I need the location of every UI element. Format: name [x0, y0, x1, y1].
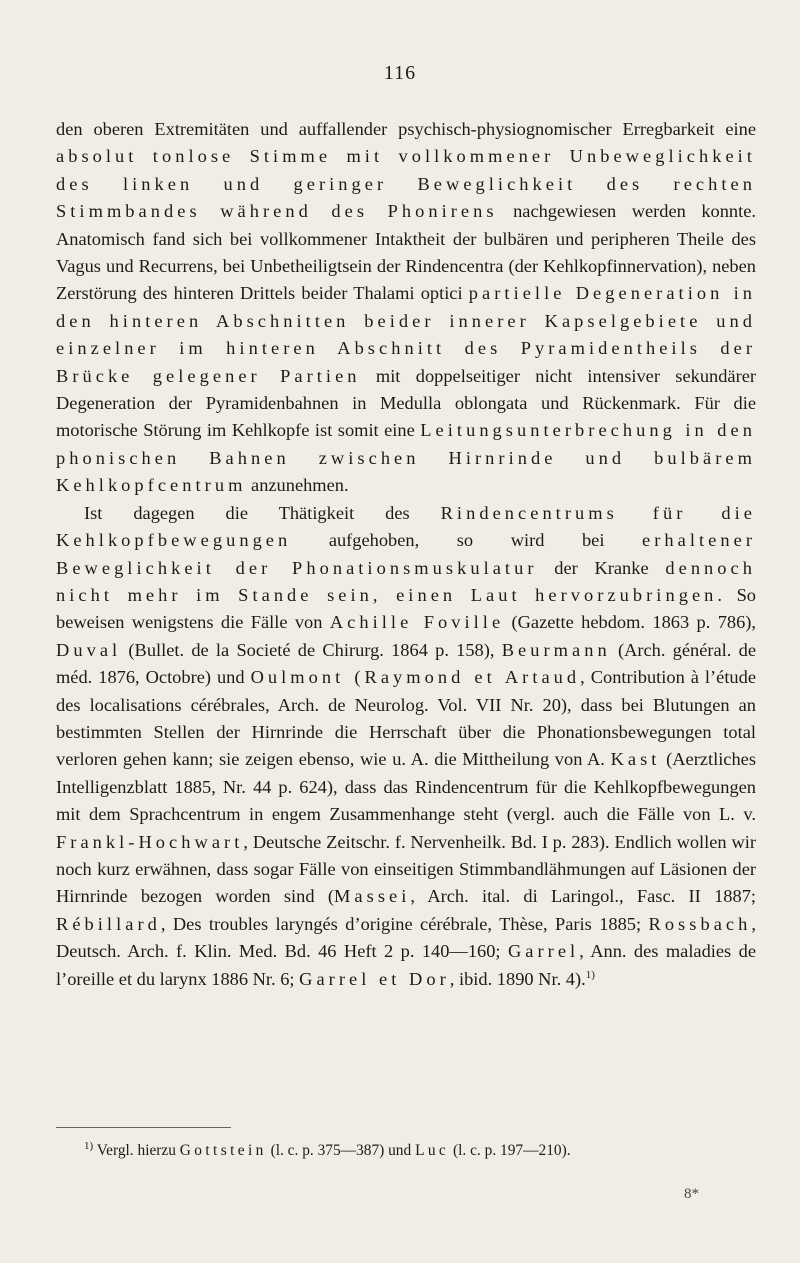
spaced-emphasis: Garrel et Dor: [299, 968, 450, 989]
spaced-emphasis: Oulmont (Raymond et Artaud: [250, 667, 581, 688]
text-run: , Arch. ital. di Laringol., Fasc. II 1887;: [410, 886, 756, 907]
spaced-emphasis: erhaltener Beweglichkeit der Phonationsmuskulatur: [56, 530, 756, 578]
text-run: der Kranke: [537, 557, 666, 578]
text-run: (Bullet. de la Societé de Chirurg. 1864 p. 158),: [121, 639, 502, 660]
footnote-marker: 1): [84, 1139, 94, 1152]
printer-signature-mark: 8*: [684, 1186, 699, 1202]
text-run: Vergl. hierzu: [93, 1142, 180, 1159]
text-run: , Ann. des maladies de l’oreille et du larynx 1886 Nr. 6;: [56, 941, 756, 989]
text-run: (l. c. p. 375—387) und: [266, 1142, 416, 1159]
spaced-emphasis: Massei: [334, 886, 411, 907]
text-run: , Deutsche Zeitschr. f. Nervenheilk. Bd. I p. 283). Endlich wollen wir noch kurz erwähnen, dass sogar Fälle von einseitigen Stimmbandlähmungen auf Läsionen der Hirnrinde bezogen worden sind (: [56, 831, 756, 907]
spaced-emphasis: Rossbach: [648, 913, 752, 934]
text-run: nachgewiesen werden konnte. Anatomisch fand sich bei vollkommener Intaktheit der bulbären und peripheren Theile des Vagus und Recurrens, bei Unbetheiligtsein der Rindencentra (der Kehlkopfinnervation), neben Zerstörung des hinteren Drittels beider Thalami optici: [56, 201, 756, 304]
text-run: den oberen Extremitäten und auffallender psychisch-physiognomischer Erregbarkeit eine: [56, 119, 756, 139]
page-number: 116: [383, 62, 417, 84]
footnote: [56, 1140, 756, 1161]
spaced-emphasis: Rébillard: [56, 913, 161, 934]
main-text: [56, 116, 756, 993]
spaced-emphasis: dennoch nicht mehr im Stande sein, einen Laut hervorzubringen.: [56, 557, 756, 605]
paragraph-1: [56, 116, 756, 500]
text-run: aufgehoben, so wird bei: [291, 530, 642, 551]
footnote-separator: [56, 1127, 231, 1128]
text-run: mit doppelseitiger nicht intensiver sekundärer Degeneration der Pyramidenbahnen in Medulla oblongata und Rückenmark. Für die motorische Störung im Kehlkopfe ist somit eine: [56, 365, 756, 441]
paragraph-2: [56, 500, 756, 993]
spaced-emphasis: Gottstein: [179, 1142, 267, 1159]
spaced-emphasis: Garrel: [507, 941, 580, 962]
text-run: (l. c. p. 197—210).: [449, 1142, 571, 1159]
spaced-emphasis: Leitungsunterbrechung in den phonischen Bahnen zwischen Hirnrinde und bulbärem Kehlkopfcentrum: [56, 420, 757, 496]
text-run: , Contribution à l’étude des localisations cérébrales, Arch. de Neurolog. Vol. VII Nr. 20), dass bei Blutungen an bestimmten Stellen der Hirnrinde die Herrschaft über die Phonationsbewegungen total verloren gehen kann; sie zeigen ebenso, wie u. A. die Mittheilung von A.: [56, 667, 756, 770]
spaced-emphasis: Beurmann: [501, 639, 611, 660]
text-run: (Arch. général. de méd. 1876, Octobre) und: [56, 639, 756, 688]
text-run: , ibid. 1890 Nr. 4).: [449, 968, 586, 989]
spaced-emphasis: absolut tonlose Stimme mit vollkommener Unbeweglichkeit des linken und geringer Beweglichkeit des rechten Stimmbandes während des Phonirens: [56, 146, 756, 222]
text-run: So beweisen wenigstens die Fälle von: [56, 584, 756, 633]
text-run: (Aerztliches Intelligenzblatt 1885, Nr. 44 p. 624), dass das Rindencentrum für die Kehlkopfbewegungen mit dem Sprachcentrum in engem Zusammenhange steht (vergl. auch die Fälle von L. v.: [56, 749, 756, 825]
spaced-emphasis: Duval: [56, 639, 122, 660]
spaced-emphasis: Achille Foville: [329, 612, 505, 633]
text-run: anzunehmen.: [246, 475, 349, 496]
spaced-emphasis: Luc: [415, 1142, 450, 1159]
footnote-marker: 1): [585, 968, 595, 981]
spaced-emphasis: Frankl-Hochwart: [56, 831, 244, 852]
spaced-emphasis: partielle Degeneration in den hinteren Abschnitten beider innerer Kapselgebiete und einzelner im hinteren Abschnitt des Pyramidentheils der Brücke gelegener Partien: [56, 283, 756, 386]
text-run: Ist dagegen die Thätigkeit des: [84, 502, 441, 523]
text-run: (Gazette hebdom. 1863 p. 786),: [504, 612, 756, 633]
text-run: , Des troubles laryngés d’origine cérébrale, Thèse, Paris 1885;: [160, 913, 649, 934]
spaced-emphasis: Kast: [610, 749, 661, 770]
text-run: , Deutsch. Arch. f. Klin. Med. Bd. 46 Heft 2 p. 140—160;: [56, 913, 756, 962]
spaced-emphasis: Rindencentrums für die Kehlkopfbewegungen: [56, 502, 756, 551]
